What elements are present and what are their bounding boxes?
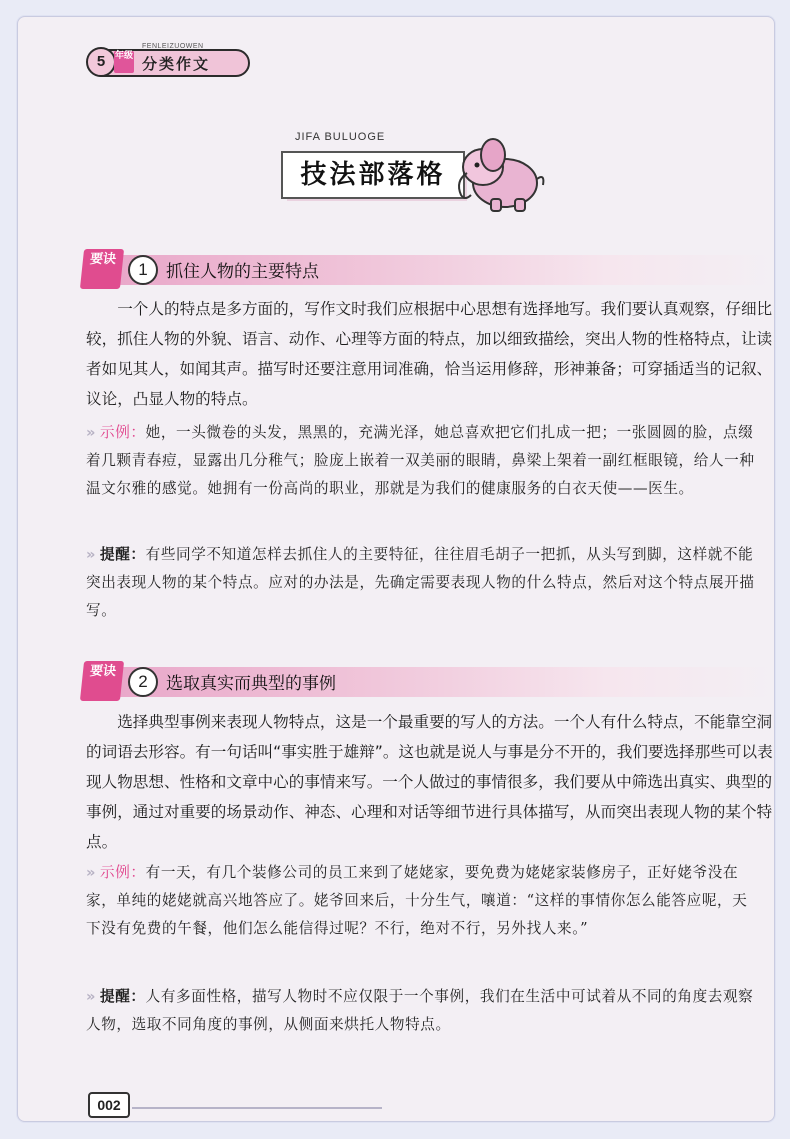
section-title: 技法部落格 (281, 151, 465, 199)
arrow-icon: » (86, 424, 97, 441)
grade-label: 年级 (114, 51, 134, 73)
section-pinyin: JIFA BULUOGE (295, 131, 386, 143)
tip-reminder (86, 541, 762, 625)
book-header (88, 41, 348, 79)
tip-number: 1 (128, 255, 158, 285)
example-label: 示例： (100, 864, 146, 881)
page-number: 002 (88, 1092, 130, 1118)
example-text: 有一天，有几个装修公司的员工来到了姥姥家，要免费为姥姥家装修房子，正好姥爷没在家，单纯的姥姥就高兴地答应了。姥爷回来后，十分生气，嚷道：“这样的事情你怎么能答应呢，天下没有免费的午餐，他们怎么能信得过呢？不行，绝对不行，另外找人来。” (86, 864, 748, 937)
tip-reminder (86, 983, 762, 1039)
grade-number: 5 (86, 47, 116, 77)
example-label: 示例： (100, 424, 146, 441)
tip-banner-2 (76, 661, 775, 701)
tip-tag: 要诀 (80, 661, 124, 701)
book-title: 分类作文 (142, 55, 211, 73)
reminder-text: 有些同学不知道怎样去抓住人的主要特征，往往眉毛胡子一把抓，从头写到脚，这样就不能突出表现人物的某个特点。应对的办法是，先确定需要表现人物的什么特点，然后对这个特点展开描写。 (86, 546, 755, 619)
tip-example (86, 859, 762, 943)
section-heading (263, 125, 553, 215)
tip-banner-1 (76, 249, 775, 289)
tip-tag: 要诀 (80, 249, 124, 289)
tip-heading: 选取真实而典型的事例 (166, 674, 336, 694)
header-pinyin: FENLEIZUOWEN (142, 43, 204, 50)
book-page (17, 16, 775, 1122)
reminder-label: 提醒： (100, 988, 146, 1005)
arrow-icon: » (86, 546, 97, 563)
footer-line (132, 1107, 382, 1109)
reminder-text: 人有多面性格，描写人物时不应仅限于一个事例，我们在生活中可试着从不同的角度去观察人物，选取不同角度的事例，从侧面来烘托人物特点。 (86, 988, 754, 1033)
arrow-icon: » (86, 864, 97, 881)
tip-example (86, 419, 762, 503)
reminder-label: 提醒： (100, 546, 146, 563)
example-text: 她，一头微卷的头发，黑黑的，充满光泽，她总喜欢把它们扎成一把；一张圆圆的脸，点缀着几颗青春痘，显露出几分稚气；脸庞上嵌着一双美丽的眼睛，鼻梁上架着一副红框眼镜，给人一种温文尔雅的感觉。她拥有一份高尚的职业，那就是为我们的健康服务的白衣天使——医生。 (86, 424, 755, 497)
elephant-icon (453, 133, 549, 217)
tip-number: 2 (128, 667, 158, 697)
tip-body: 一个人的特点是多方面的，写作文时我们应根据中心思想有选择地写。我们要认真观察，仔细比较，抓住人物的外貌、语言、动作、心理等方面的特点，加以细致描绘，突出人物的性格特点，让读者如见其人，如闻其声。描写时还要注意用词准确，恰当运用修辞，形神兼备；可穿插适当的记叙、议论，凸显人物的特点。 (86, 300, 773, 408)
tip-body: 选择典型事例来表现人物特点，这是一个最重要的写人的方法。一个人有什么特点，不能靠空洞的词语去形容。有一句话叫“事实胜于雄辩”。这也就是说人与事是分不开的，我们要选择那些可以表现人物思想、性格和文章中心的事情来写。一个人做过的事情很多，我们要从中筛选出真实、典型的事例，通过对重要的场景动作、神态、心理和对话等细节进行具体描写，从而突出表现人物的某个特点。 (86, 713, 773, 851)
tip-heading: 抓住人物的主要特点 (166, 262, 319, 282)
arrow-icon: » (86, 988, 97, 1005)
